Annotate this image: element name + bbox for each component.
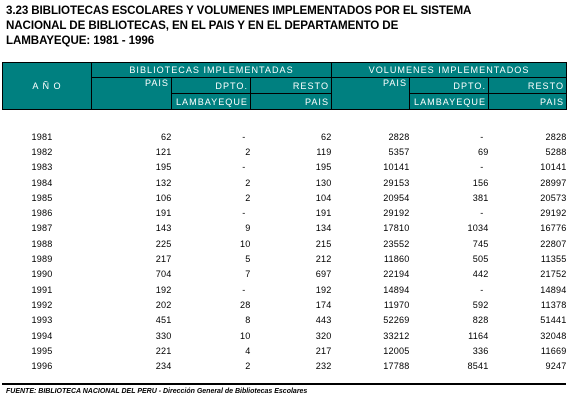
cell-vol-dpto: 1034 [467,223,489,234]
cell-bib-dpto: 2 [245,361,251,372]
cell-year: 1996 [31,361,53,372]
cell-vol-dpto: 592 [472,299,489,310]
table-title [6,3,561,48]
cell-vol-pais: 52269 [383,315,410,326]
cell-bib-dpto: 2 [245,192,251,203]
table-row [3,343,567,358]
title-line-3: LAMBAYEQUE: 1981 - 1996 [6,34,155,47]
cell-bib-resto: 62 [321,131,332,142]
cell-bib-pais: 704 [155,269,172,280]
cell-year: 1986 [31,208,53,219]
col-header-bib-dpto-sub: LAMBAYEQUE [172,94,251,110]
cell-bib-pais: 234 [155,361,172,372]
col-header-bib-pais: PAIS [92,78,172,110]
cell-vol-dpto: 156 [472,177,489,188]
cell-bib-dpto: 2 [245,177,251,188]
table-row [3,313,567,328]
table-row [3,282,567,297]
cell-vol-dpto: 505 [472,254,489,265]
cell-year: 1984 [31,177,53,188]
table-row [3,328,567,343]
cell-vol-dpto: 69 [478,146,489,157]
cell-vol-resto: 22807 [540,238,567,249]
table-row [3,221,567,236]
cell-bib-dpto: 9 [245,223,251,234]
cell-vol-dpto: 8541 [467,361,489,372]
cell-bib-resto: 443 [315,315,332,326]
cell-bib-dpto: 8 [245,315,251,326]
cell-vol-dpto: - [480,131,484,142]
cell-bib-pais: 121 [155,146,172,157]
cell-bib-resto: 134 [315,223,332,234]
cell-vol-pais: 17810 [383,223,410,234]
cell-year: 1991 [31,284,53,295]
cell-vol-resto: 14894 [540,284,567,295]
cell-vol-pais: 22194 [383,269,410,280]
cell-bib-pais: 195 [155,162,172,173]
cell-vol-resto: 10141 [540,162,567,173]
cell-year: 1985 [31,192,53,203]
table-row [3,297,567,312]
cell-bib-dpto: - [242,284,246,295]
cell-bib-pais: 225 [155,238,172,249]
cell-vol-pais: 5357 [388,146,410,157]
table-row [3,175,567,190]
cell-vol-pais: 17788 [383,361,410,372]
cell-vol-resto: 28997 [540,177,567,188]
cell-vol-resto: 11378 [540,299,567,310]
statistics-table [2,62,567,374]
cell-year: 1994 [31,330,53,341]
table-row [3,267,567,282]
bottom-rule [2,383,566,385]
cell-bib-resto: 192 [315,284,332,295]
cell-vol-resto: 29192 [540,208,567,219]
cell-year: 1987 [31,223,53,234]
cell-bib-dpto: - [242,131,246,142]
cell-vol-pais: 23552 [383,238,410,249]
cell-bib-pais: 191 [155,208,172,219]
cell-vol-pais: 11970 [383,299,410,310]
cell-bib-pais: 330 [155,330,172,341]
cell-bib-pais: 202 [155,299,172,310]
cell-vol-dpto: 336 [472,345,489,356]
cell-vol-resto: 21752 [540,269,567,280]
cell-vol-dpto: 745 [472,238,489,249]
cell-bib-pais: 221 [155,345,172,356]
cell-bib-resto: 119 [316,146,332,157]
cell-vol-resto: 16776 [540,223,567,234]
cell-bib-resto: 217 [315,345,332,356]
col-header-vol-dpto: DPTO. [410,78,489,94]
table-body [3,110,567,374]
cell-vol-dpto: - [480,284,484,295]
cell-vol-resto: 9247 [545,361,567,372]
cell-year: 1993 [31,315,53,326]
cell-year: 1989 [31,254,53,265]
col-header-bib-resto-sub: PAIS [251,94,332,110]
cell-vol-resto: 11669 [540,345,567,356]
cell-bib-resto: 191 [315,208,332,219]
col-header-bib-dpto: DPTO. [172,78,251,94]
cell-year: 1992 [31,299,53,310]
cell-bib-dpto: 28 [239,299,251,310]
cell-bib-pais: 217 [155,254,172,265]
cell-vol-pais: 10141 [383,162,410,173]
cell-vol-resto: 20573 [540,192,567,203]
table-row [3,190,567,205]
cell-bib-resto: 697 [315,269,332,280]
cell-year: 1982 [31,146,53,157]
cell-vol-pais: 29153 [383,177,410,188]
cell-bib-pais: 62 [160,131,172,142]
col-header-vol-dpto-sub: LAMBAYEQUE [410,94,489,110]
cell-vol-pais: 14894 [383,284,410,295]
cell-vol-resto: 5288 [545,146,567,157]
cell-bib-resto: 320 [315,330,332,341]
cell-vol-pais: 33212 [383,330,410,341]
title-line-1: 3.23 BIBLIOTECAS ESCOLARES Y VOLUMENES IMPLEMENTADOS POR EL SISTEMA [6,4,472,17]
cell-bib-resto: 174 [315,299,332,310]
cell-vol-pais: 11860 [383,254,410,265]
table-row [3,129,567,144]
cell-bib-dpto: - [242,162,246,173]
table-row [3,251,567,266]
cell-bib-resto: 215 [315,238,332,249]
col-header-year: A Ñ O [3,63,92,110]
cell-year: 1988 [31,238,53,249]
cell-vol-pais: 29192 [383,208,410,219]
cell-vol-pais: 2828 [388,131,410,142]
cell-vol-dpto: 381 [472,192,489,203]
cell-bib-dpto: 10 [239,238,251,249]
cell-vol-pais: 20954 [383,192,410,203]
cell-bib-dpto: 4 [245,345,251,356]
cell-bib-dpto: 7 [245,269,251,280]
cell-bib-resto: 195 [315,162,332,173]
table-row [3,205,567,220]
cell-vol-pais: 12005 [383,345,410,356]
col-header-vol-pais: PAIS [332,78,410,110]
cell-vol-dpto: - [480,162,484,173]
cell-bib-resto: 130 [315,177,332,188]
cell-bib-resto: 232 [315,361,332,372]
cell-bib-dpto: 5 [245,254,251,265]
title-line-2: NACIONAL DE BIBLIOTECAS, EN EL PAIS Y EN EL DEPARTAMENTO DE [6,19,399,32]
cell-vol-resto: 2828 [545,131,567,142]
cell-bib-pais: 143 [155,223,172,234]
cell-year: 1990 [31,269,53,280]
cell-vol-dpto: 442 [472,269,489,280]
cell-bib-resto: 212 [315,254,332,265]
table-row [3,160,567,175]
col-header-vol-resto-sub: PAIS [489,94,567,110]
cell-bib-pais: 451 [155,315,172,326]
cell-bib-dpto: - [242,208,246,219]
cell-vol-dpto: 828 [472,315,489,326]
cell-bib-dpto: 2 [245,146,251,157]
cell-bib-pais: 106 [155,192,172,203]
cell-bib-pais: 132 [155,177,172,188]
cell-vol-dpto: 1164 [468,330,489,341]
table-row [3,144,567,159]
col-header-bib-resto: RESTO [251,78,332,94]
cell-year: 1983 [31,162,53,173]
cell-vol-resto: 11355 [540,254,567,265]
table-header [3,63,567,110]
cell-vol-resto: 32048 [540,330,567,341]
cell-bib-dpto: 10 [239,330,251,341]
col-header-vol-resto: RESTO [489,78,567,94]
col-group-bibliotecas: BIBLIOTECAS IMPLEMENTADAS [92,63,332,78]
table-row [3,358,567,373]
cell-year: 1981 [31,131,53,142]
table-row [3,236,567,251]
cell-vol-resto: 51441 [540,315,567,326]
cell-bib-pais: 192 [155,284,172,295]
cell-year: 1995 [31,345,53,356]
cell-vol-dpto: - [480,208,484,219]
col-group-volumenes: VOLUMENES IMPLEMENTADOS [332,63,567,78]
cell-bib-resto: 104 [315,192,332,203]
source-note: FUENTE: BIBLIOTECA NACIONAL DEL PERU - Dirección General de Bibliotecas Escolares [6,388,308,395]
